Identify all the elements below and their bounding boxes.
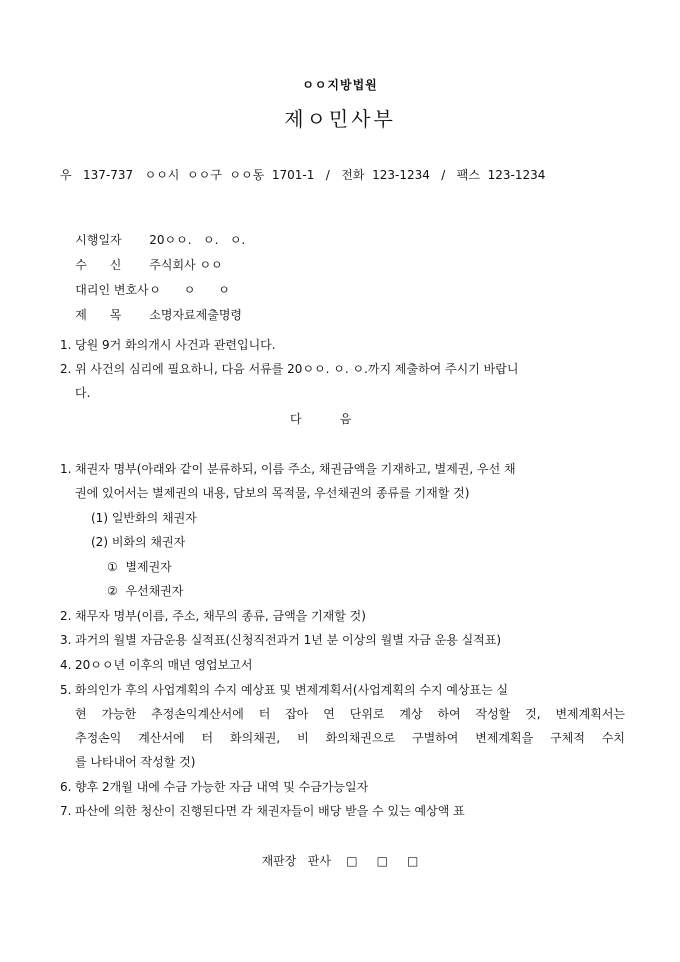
meta-key: 대리인 변호사 [75, 283, 149, 297]
meta-row-subject [60, 292, 242, 337]
item-text: 향후 2개월 내에 수금 가능한 자금 내역 및 수금가능일자 [75, 780, 369, 794]
subitem-non-creditor: (2) 비화의 채권자 [91, 535, 186, 549]
court-name: ㅇㅇ지방법원 [302, 78, 378, 92]
intro-paragraph-2 [60, 357, 625, 405]
item-number: 6. [60, 780, 72, 794]
meta-value: 주식회사 ㅇㅇ [149, 258, 223, 272]
subitem-priority-creditor: ② 우선채권자 [107, 584, 184, 598]
item-text-cont: 를 나타내어 작성할 것) [75, 755, 196, 769]
paragraph-text: 당원 9거 화의개시 사건과 관련입니다. [75, 338, 276, 352]
address-line: 우 137-737 ㅇㅇ시 ㅇㅇ구 ㅇㅇ동 1701-1 / 전화 123-1234 / 팩스 123-1234 [60, 168, 546, 182]
item-number: 1. [60, 462, 72, 476]
subitem-separate-right: ① 별제권자 [107, 560, 172, 574]
item-number: 7. [60, 804, 72, 818]
item-3 [60, 628, 625, 652]
item-number: 2. [60, 609, 72, 623]
item-text: 채권자 명부(아래와 같이 분류하되, 이름 주소, 채권금액을 기재하고, 별제권, 우선 채 [75, 462, 516, 476]
item-number: 5. [60, 683, 72, 697]
paragraph-text: 위 사건의 심리에 필요하니, 다음 서류를 20ㅇㅇ. ㅇ. ㅇ.까지 제출하여 주시기 바랍니 [75, 362, 519, 376]
division-title: 제ㅇ민사부 [284, 107, 396, 131]
meta-key: 제 목 [75, 308, 122, 322]
item-text: 20ㅇㅇ년 이후의 매년 영업보고서 [75, 658, 253, 672]
section-heading: 다 음 [290, 412, 352, 426]
item-text-cont: 추정손익 계산서에 터 화의채권, 비 화의채권으로 구별하여 변제계획을 구체적 수치 [75, 731, 625, 745]
item-5 [60, 678, 625, 774]
item-text-cont: 현 가능한 추정손익계산서에 터 잡아 연 단위로 계상 하여 작성할 것, 변제계획서는 [75, 707, 625, 721]
item-4 [60, 653, 625, 677]
meta-value: 20ㅇㅇ. ㅇ. ㅇ. [149, 233, 246, 247]
meta-key: 시행일자 [75, 233, 122, 247]
intro-paragraph-1 [60, 333, 625, 357]
meta-value: 소명자료제출명령 [149, 308, 243, 322]
item-number: 3. [60, 633, 72, 647]
item-text: 과거의 월별 자금운용 실적표(신청직전과거 1년 분 이상의 월별 자금 운용 실적표) [75, 633, 502, 647]
paragraph-number: 1. [60, 338, 72, 352]
paragraph-number: 2. [60, 362, 72, 376]
judge-signature: 재판장 판사 □ □ □ [261, 854, 419, 868]
item-6 [60, 775, 625, 799]
item-text: 파산에 의한 청산이 진행된다면 각 채권자들이 배당 받을 수 있는 예상액 표 [75, 804, 465, 818]
item-text: 화의인가 후의 사업계획의 수지 예상표 및 변제계획서(사업계획의 수지 예상표는 실 [75, 683, 509, 697]
subitem-general-creditor: (1) 일반화의 채권자 [91, 511, 197, 525]
meta-value: ㅇ ㅇ ㅇ [149, 283, 230, 297]
item-text: 채무자 명부(이름, 주소, 채무의 종류, 금액을 기재할 것) [75, 609, 366, 623]
item-number: 4. [60, 658, 72, 672]
item-2 [60, 604, 625, 628]
paragraph-text-cont: 다. [75, 386, 91, 400]
item-7 [60, 799, 625, 823]
item-text-cont: 권에 있어서는 별제권의 내용, 담보의 목적물, 우선채권의 종류를 기재할 것) [75, 486, 470, 500]
item-1 [60, 457, 625, 505]
meta-key: 수 신 [75, 258, 122, 272]
